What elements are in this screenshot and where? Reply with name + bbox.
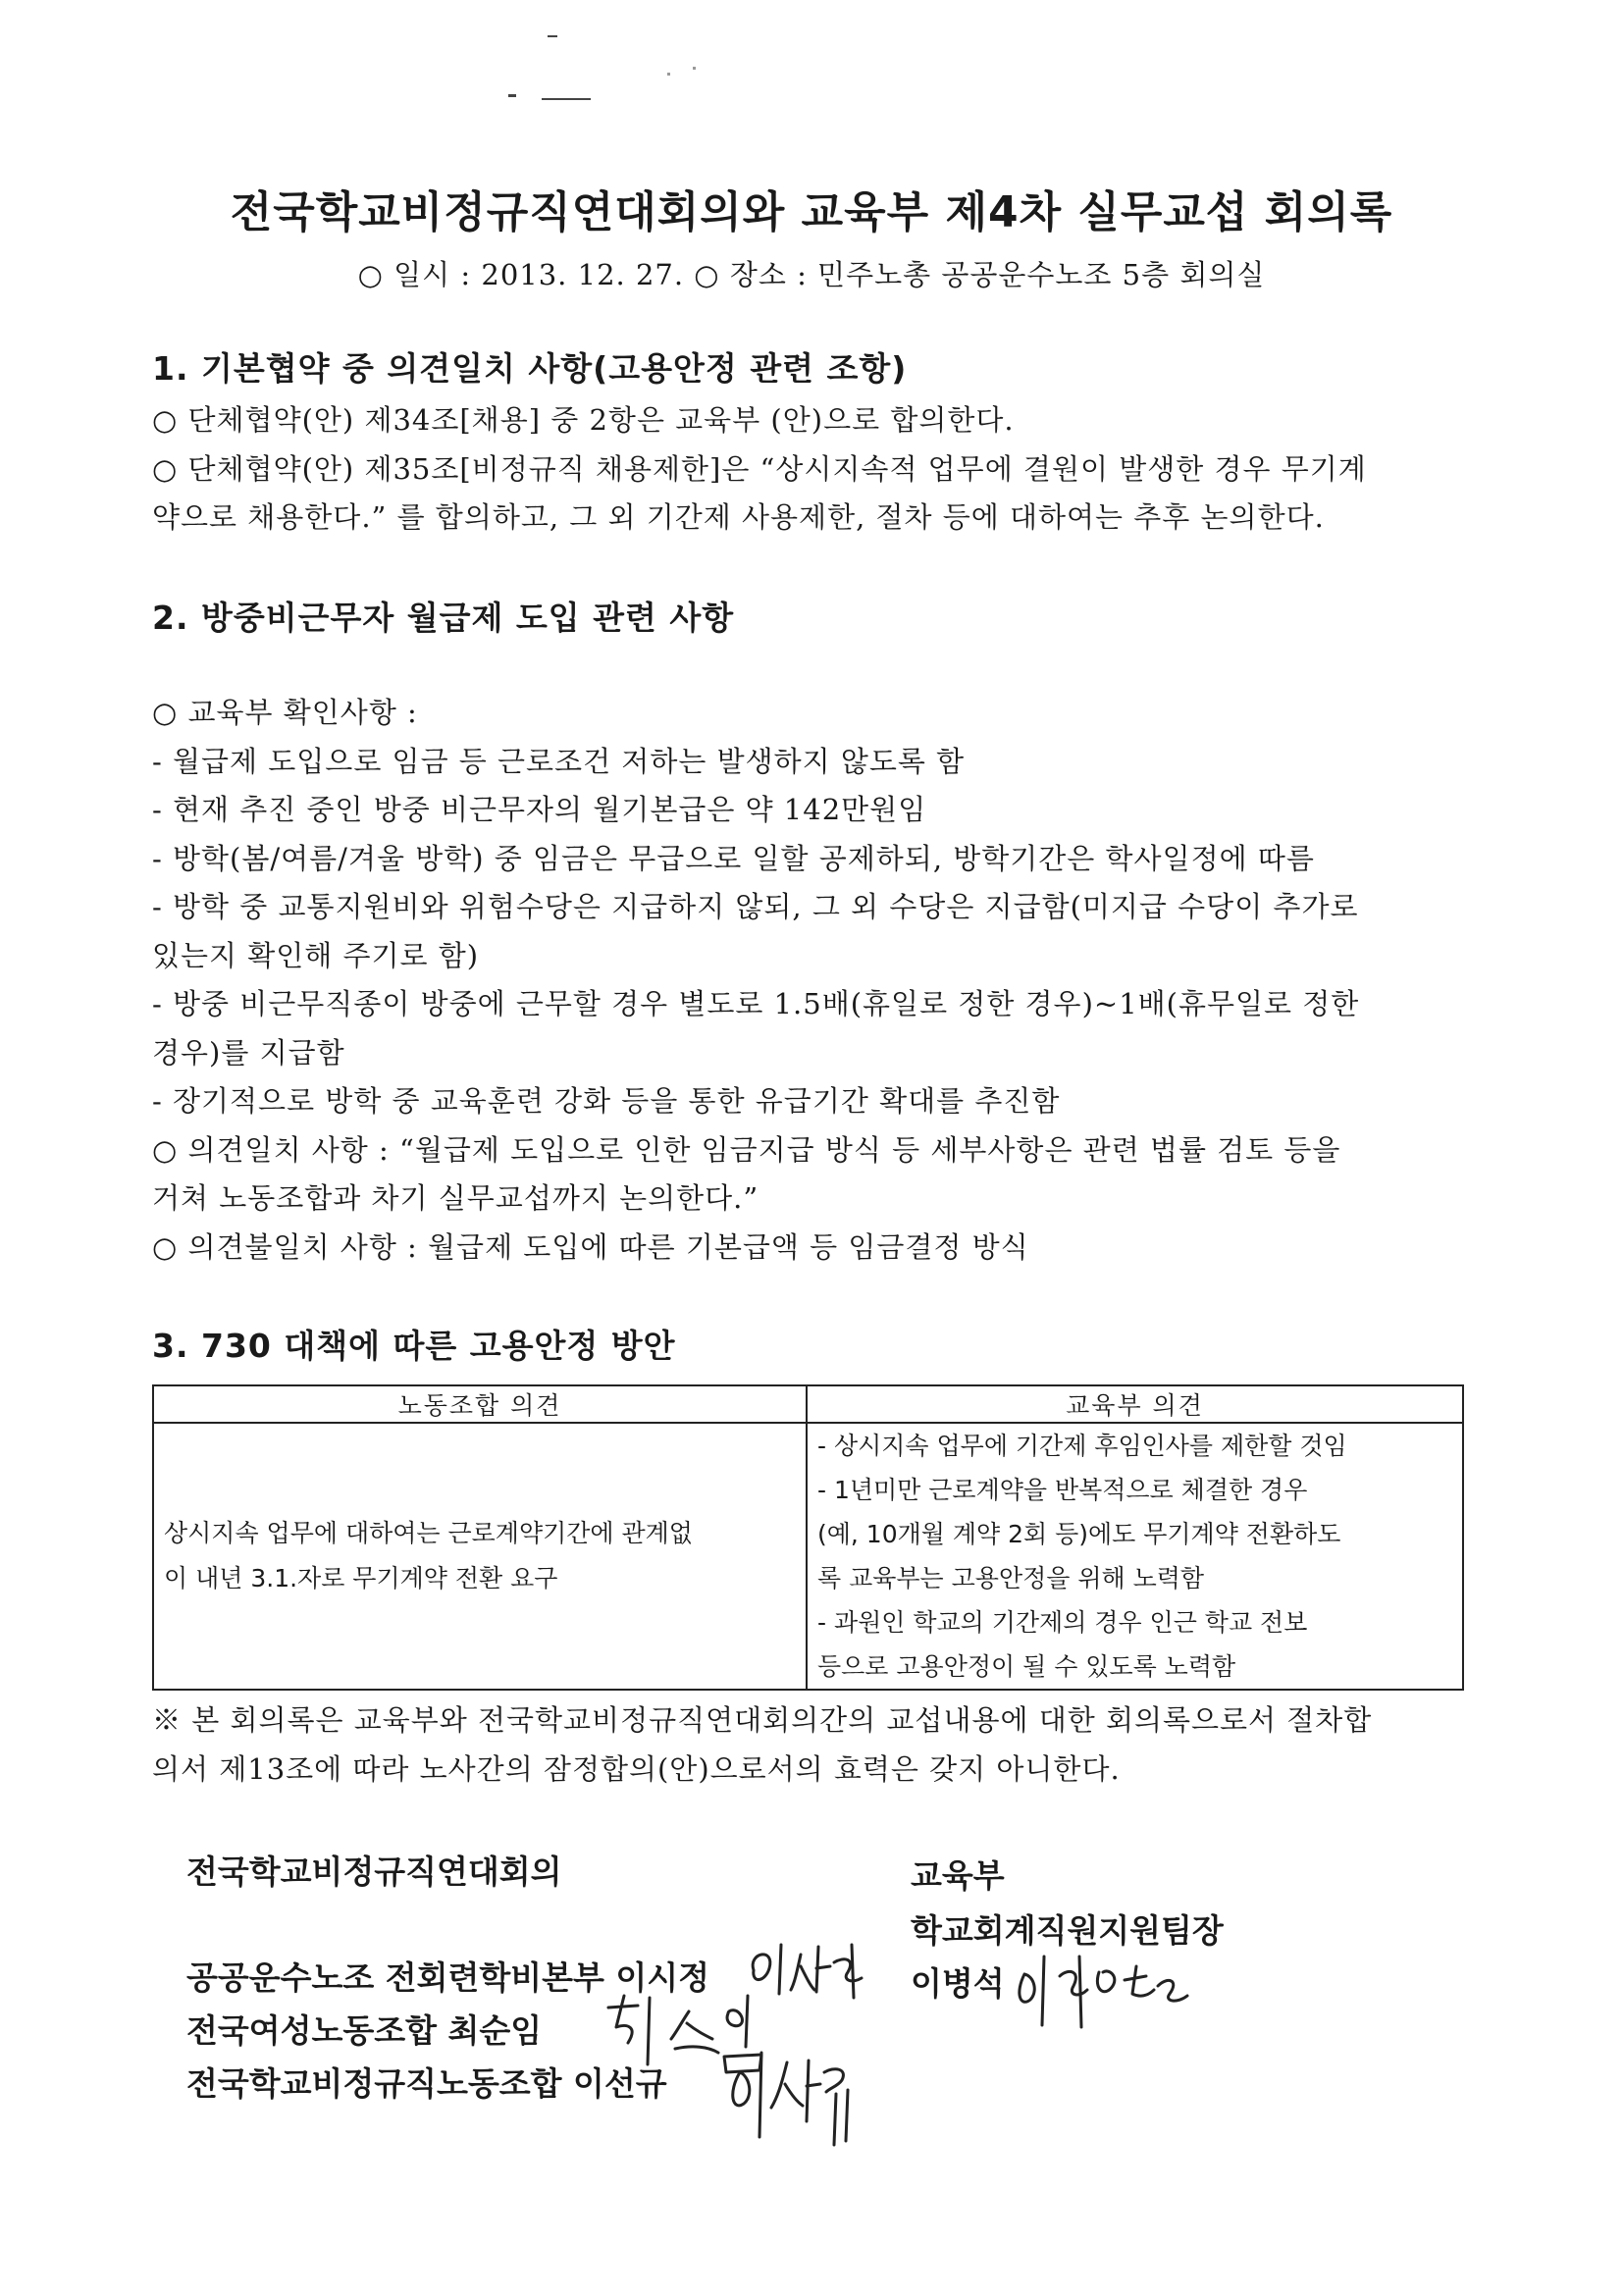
section-1-heading: 1. 기본협약 중 의견일치 사항(고용안정 관련 조항) <box>152 349 908 388</box>
list-item: - 방중 비근무직종이 방중에 근무할 경우 별도로 1.5배(휴일로 정한 경우)~1배(휴무일로 정한 <box>152 987 1360 1020</box>
list-item: - 방학(봄/여름/겨울 방학) 중 임금은 무급으로 일할 공제하되, 방학기간은 학사일정에 따름 <box>152 841 1315 875</box>
section-2-body <box>152 689 1472 1272</box>
table-cell-ministry <box>807 1423 1463 1690</box>
list-item: 경우)를 지급함 <box>152 1035 345 1070</box>
signatory-title: 학교회계직원지원팀장 <box>911 1911 1224 1950</box>
opinion-table <box>152 1384 1464 1691</box>
signatory-name: 이병석 <box>911 1964 1005 2003</box>
table-cell-line: (예, 10개월 계약 2회 등)에도 무기계약 전환하도 <box>817 1520 1341 1548</box>
table-cell-line: - 1년미만 근로계약을 반복적으로 체결한 경우 <box>817 1476 1308 1504</box>
list-item: 있는지 확인해 주기로 함) <box>152 938 480 972</box>
agreement-item: ○ 단체협약(안) 제35조[비정규직 채용제한]은 “상시지속적 업무에 결원이 발생한 경우 무기계 <box>152 451 1367 486</box>
scan-mark <box>667 73 670 76</box>
list-item: - 방학 중 교통지원비와 위험수당은 지급하지 않되, 그 외 수당은 지급함(미지급 수당이 추가로 <box>152 890 1359 923</box>
scan-mark <box>542 98 591 100</box>
note-line: ※ 본 회의록은 교육부와 전국학교비정규직연대회의간의 교섭내용에 대한 회의록으로서 절차합 <box>152 1703 1373 1737</box>
note-line: 의서 제13조에 따라 노사간의 잠정합의(안)으로서의 효력은 갖지 아니한다. <box>152 1752 1121 1786</box>
scan-mark <box>508 94 516 97</box>
list-item: ○ 의견일치 사항 : “월급제 도입으로 인한 임금지급 방식 등 세부사항은 관련 법률 검토 등을 <box>152 1132 1341 1167</box>
list-item: - 장기적으로 방학 중 교육훈련 강화 등을 통한 유급기간 확대를 추진함 <box>152 1084 1061 1118</box>
signatory-name: 전국여성노동조합 최순임 <box>186 2011 543 2050</box>
scan-mark <box>548 35 557 37</box>
list-item: 거쳐 노동조합과 차기 실무교섭까지 논의한다.” <box>152 1181 759 1215</box>
list-item: - 월급제 도입으로 임금 등 근로조건 저하는 발생하지 않도록 함 <box>152 744 966 778</box>
handwritten-signature <box>1011 1947 1207 2035</box>
section-3-heading: 3. 730 대책에 따른 고용안정 방안 <box>152 1327 676 1365</box>
table-cell-union <box>153 1423 807 1690</box>
handwritten-signature <box>726 2043 864 2151</box>
agreement-item-continued: 약으로 채용한다.” 를 합의하고, 그 외 기간제 사용제한, 절차 등에 대하여는 추후 논의한다. <box>152 500 1325 534</box>
list-item: ○ 의견불일치 사항 : 월급제 도입에 따른 기본급액 등 임금결정 방식 <box>152 1229 1029 1264</box>
signatory-org-right: 교육부 <box>911 1856 1005 1895</box>
list-item: - 현재 추진 중인 방중 비근무자의 월기본급은 약 142만원임 <box>152 793 927 826</box>
table-cell-line: 등으로 고용안정이 될 수 있도록 노력함 <box>817 1652 1236 1681</box>
section-2-heading: 2. 방중비근무자 월급제 도입 관련 사항 <box>152 599 735 637</box>
signatory-name: 전국학교비정규직노동조합 이선규 <box>186 2064 667 2103</box>
signatory-name: 공공운수노조 전회련학비본부 이시정 <box>186 1958 710 1997</box>
list-item: ○ 교육부 확인사항 : <box>152 696 418 729</box>
table-cell-line: 록 교육부는 고용안정을 위해 노력함 <box>817 1564 1205 1592</box>
section-1-body <box>152 396 1472 543</box>
table-cell-line: - 상시지속 업무에 기간제 후임인사를 제한할 것임 <box>817 1432 1347 1460</box>
agreement-item: ○ 단체협약(안) 제34조[채용] 중 2항은 교육부 (안)으로 합의한다. <box>152 403 1015 437</box>
table-cell-line: - 과원인 학교의 기간제의 경우 인근 학교 전보 <box>817 1608 1308 1637</box>
table-header-row <box>153 1385 1463 1423</box>
meeting-info: ○ 일시 : 2013. 12. 27. ○ 장소 : 민주노총 공공운수노조 5층 회의실 <box>357 258 1266 291</box>
document-title: 전국학교비정규직연대회의와 교육부 제4차 실무교섭 회의록 <box>230 187 1393 237</box>
scan-mark <box>693 67 696 70</box>
signatory-org-left: 전국학교비정규직연대회의 <box>186 1852 562 1891</box>
table-cell-line: 상시지속 업무에 대하여는 근로계약기간에 관계없 <box>164 1519 693 1547</box>
table-row <box>153 1423 1463 1690</box>
table-header-cell: 노동조합 의견 <box>153 1385 807 1423</box>
table-cell-line: 이 내년 3.1.자로 무기계약 전환 요구 <box>164 1564 558 1592</box>
disclaimer-note <box>152 1696 1472 1794</box>
table-header-cell: 교육부 의견 <box>807 1385 1463 1423</box>
